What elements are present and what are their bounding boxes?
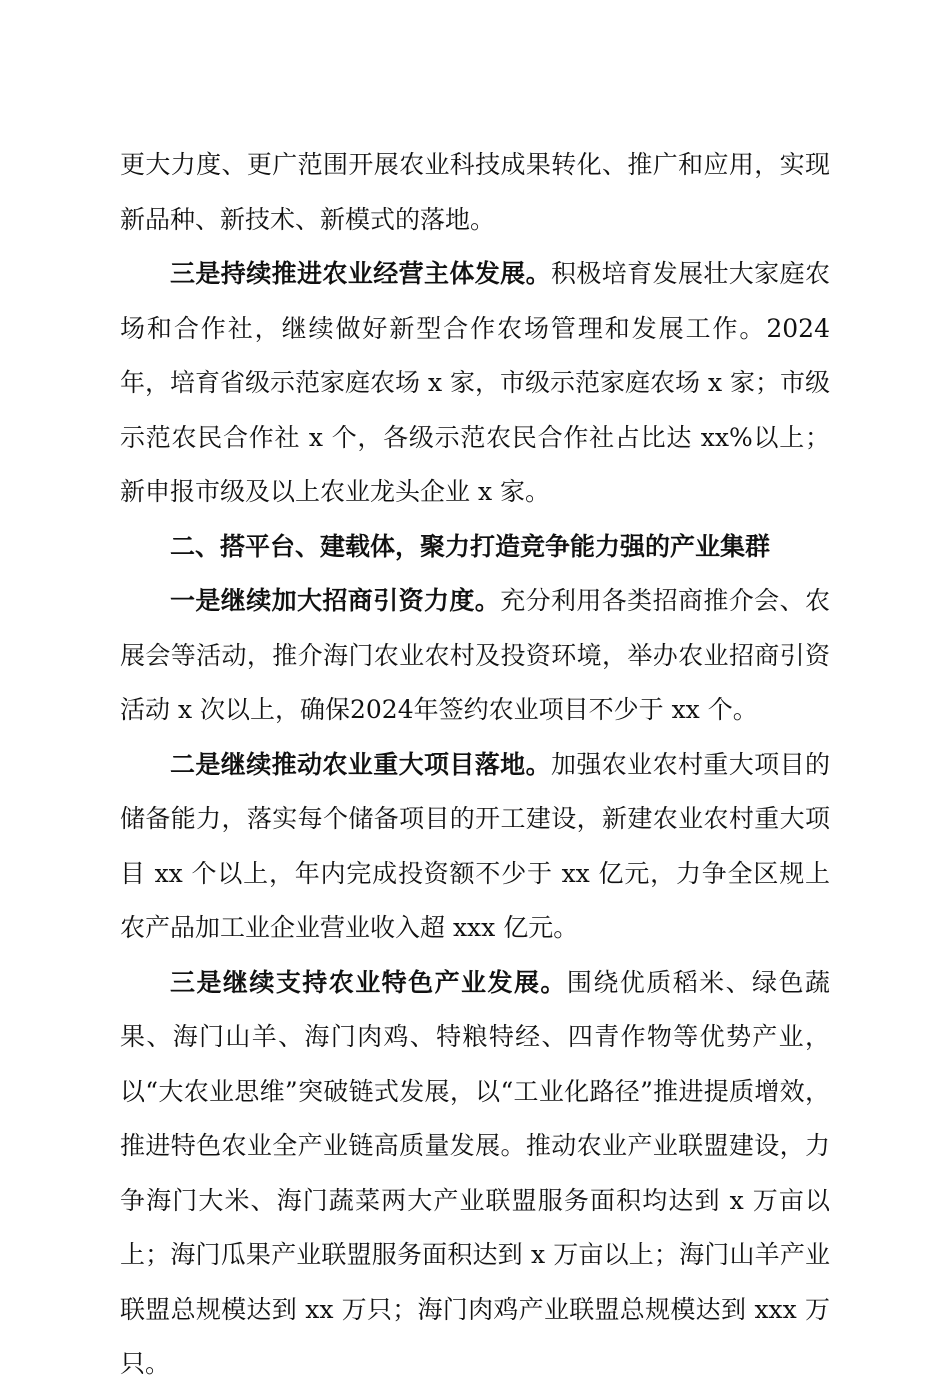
paragraph-body: 围绕优质稻米、绿色蔬果、海门山羊、海门肉鸡、特粮特经、四青作物等优势产业，以“大农业思维”突破链式发展，以“工业化路径”推进提质增效，推进特色农业全产业链高质量发展。推动农业产业联盟建设，力争海门大米、海门蔬菜两大产业联盟服务面积均达到 x 万亩以上；海门瓜果产业联盟服务面积达到 x 万亩以上；海门山羊产业联盟总规模达到 xx 万只；海门肉鸡产业联盟总规模达到 xxx 万只。 [120, 967, 830, 1378]
continuation-paragraph: 更大力度、更广范围开展农业科技成果转化、推广和应用，实现新品种、新技术、新模式的落地。 [120, 150, 830, 234]
paragraph-investment [120, 574, 830, 738]
paragraph-lead: 一是继续加大招商引资力度。 [170, 586, 501, 615]
section-heading: 二、搭平台、建载体，聚力打造竞争能力强的产业集群 [170, 531, 771, 561]
paragraph-major-projects [120, 738, 830, 956]
paragraph-lead: 三是继续支持农业特色产业发展。 [170, 967, 567, 997]
paragraph-lead: 二是继续推动农业重大项目落地。 [170, 749, 551, 779]
paragraph-lead: 三是持续推进农业经营主体发展。 [170, 259, 551, 288]
paragraph-characteristic-industries [120, 956, 830, 1392]
document-page [120, 138, 830, 1392]
paragraph-body: 加强农业农村重大项目的储备能力，落实每个储备项目的开工建设，新建农业农村重大项目 xx 个以上，年内完成投资额不少于 xx 亿元，力争全区规上农产品加工业企业营业收入超 xxx 亿元。 [120, 749, 830, 942]
paragraph-operating-entities [120, 247, 830, 520]
paragraph-body: 充分利用各类招商推介会、农展会等活动，推介海门农业农村及投资环境，举办农业招商引资活动 x 次以上，确保2024年签约农业项目不少于 xx 个。 [120, 586, 830, 724]
paragraph-body: 积极培育发展壮大家庭农场和合作社，继续做好新型合作农场管理和发展工作。2024年，培育省级示范家庭农场 x 家，市级示范家庭农场 x 家；市级示范农民合作社 x 个，各级示范农民合作社占比达 xx%以上；新申报市级及以上农业龙头企业 x 家。 [120, 259, 830, 506]
